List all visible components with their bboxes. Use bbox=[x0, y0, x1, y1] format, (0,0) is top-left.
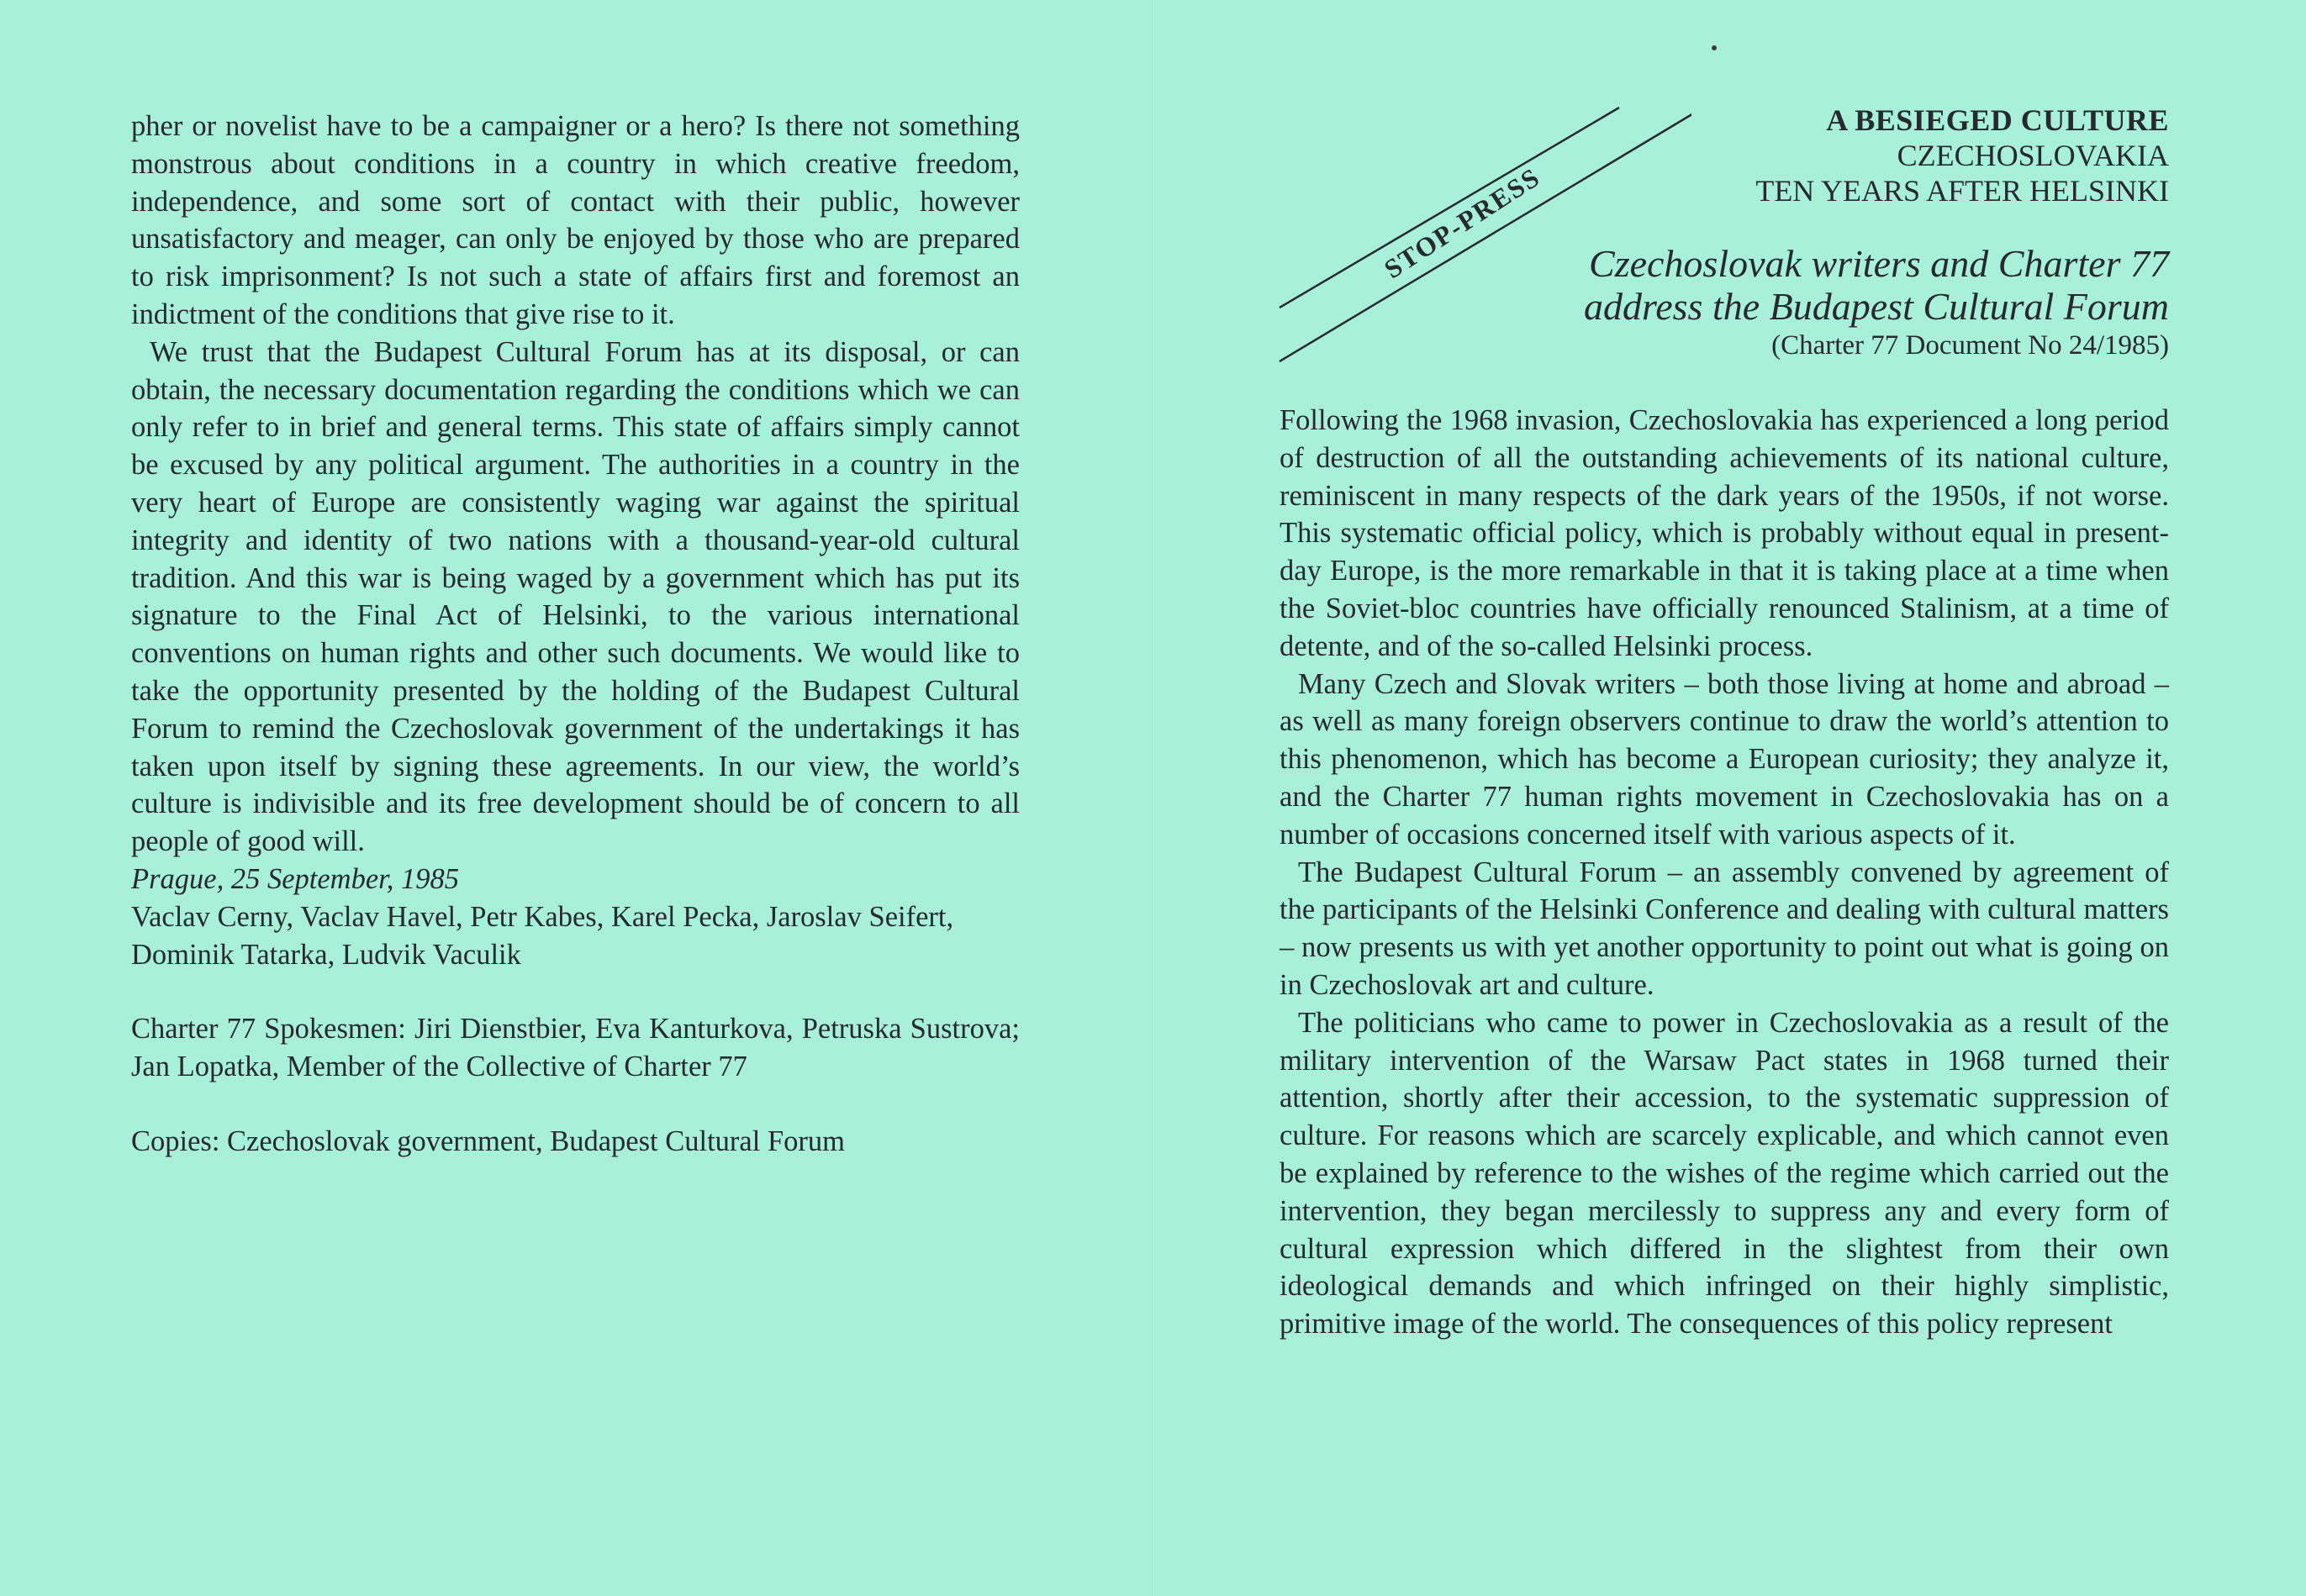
right-paragraph-1: Following the 1968 invasion, Czechoslovakia has experienced a long period of destruction of all the outstanding achievements of its national culture, reminiscent in many respects of the dark years of the 1950s, if not worse. This systematic official policy, which is probably without equal in present-day Europe, is the more remarkable in that it is taking place at a time when the Soviet-bloc countries have officially renounced Stalinism, at a time of detente, and of the so-called Helsinki process. bbox=[1280, 404, 2169, 662]
copies: Copies: Czechoslovak government, Budapest Cultural Forum bbox=[131, 1125, 845, 1157]
right-page bbox=[1153, 0, 2306, 1596]
right-paragraph-4: The politicians who came to power in Czechoslovakia as a result of the military intervention of the Warsaw Pact states in 1968 turned their attention, shortly after their accession, to the systematic suppression of culture. For reasons which are scarcely explicable, and which cannot even be explained by reference to the wishes of the regime which carried out the intervention, they began mercilessly to suppress any and every form of cultural expression which differed in the slightest from their own ideological demands and which infringed on their highly simplistic, primitive image of the world. The consequences of this policy represent bbox=[1280, 1006, 2169, 1341]
series-header bbox=[1755, 103, 2169, 208]
title-line-2: address the Budapest Cultural Forum bbox=[1584, 285, 2169, 328]
header-line-2: CZECHOSLOVAKIA bbox=[1897, 139, 2169, 172]
left-paragraph-1: pher or novelist have to be a campaigner or a hero? Is there not something monstrous about conditions in a country in which creative freedom, independence, and some sort of contact with their public, however unsatisfactory and meager, can only be enjoyed by those who are prepared to risk imprisonment? Is not such a state of affairs first and foremost an indictment of the conditions that give rise to it. bbox=[131, 110, 1020, 330]
signatories: Vaclav Cerny, Vaclav Havel, Petr Kabes, Karel Pecka, Jaroslav Seifert, Dominik Tatarka, Ludvik Vaculik bbox=[131, 900, 954, 971]
document-reference: (Charter 77 Document No 24/1985) bbox=[1771, 330, 2169, 361]
spacer bbox=[131, 1086, 1020, 1123]
header-line-3: TEN YEARS AFTER HELSINKI bbox=[1755, 174, 2169, 208]
title-line-1: Czechoslovak writers and Charter 77 bbox=[1589, 242, 2169, 285]
right-paragraph-2: Many Czech and Slovak writers – both those living at home and abroad – as well as many foreign observers continue to draw the world’s attention to this phenomenon, which has become a European curiosity; they analyze it, and the Charter 77 human rights movement in Czechoslovakia has on a number of occasions concerned itself with various aspects of it. bbox=[1280, 667, 2169, 851]
spacer bbox=[131, 973, 1020, 1010]
spokesmen: Charter 77 Spokesmen: Jiri Dienstbier, Eva Kanturkova, Petruska Sustrova; Jan Lopatka, Member of the Collective of Charter 77 bbox=[131, 1013, 1020, 1083]
header-line-1: A BESIEGED CULTURE bbox=[1826, 103, 2169, 137]
right-paragraph-3: The Budapest Cultural Forum – an assembly convened by agreement of the participants of the Helsinki Conference and dealing with cultural matters – now presents us with yet another opportunity to point out what is going on in Czechoslovak art and culture. bbox=[1280, 856, 2169, 1001]
ink-speck bbox=[1712, 45, 1717, 50]
left-page-text bbox=[131, 108, 1020, 1161]
right-page-text bbox=[1280, 402, 2169, 1343]
stop-press-stamp: STOP-PRESS bbox=[1379, 161, 1546, 285]
article-title bbox=[1584, 242, 2169, 363]
left-paragraph-2: We trust that the Budapest Cultural Forum has at its disposal, or can obtain, the necessary documentation regarding the conditions which we can only refer to in brief and general terms. This state of affairs simply cannot be excused by any political argument. The authorities in a country in the very heart of Europe are consistently waging war against the spiritual integrity and identity of two nations with a thousand-year-old cultural tradition. And this war is being waged by a government which has put its signature to the Final Act of Helsinki, to the various international conventions on human rights and other such documents. We would like to take the opportunity presented by the holding of the Budapest Cultural Forum to remind the Czechoslovak government of the undertakings it has taken upon itself by signing these agreements. In our view, the world’s culture is indivisible and its free development should be of concern to all people of good will. bbox=[131, 335, 1020, 858]
left-page bbox=[0, 0, 1152, 1596]
place-date: Prague, 25 September, 1985 bbox=[131, 862, 459, 895]
